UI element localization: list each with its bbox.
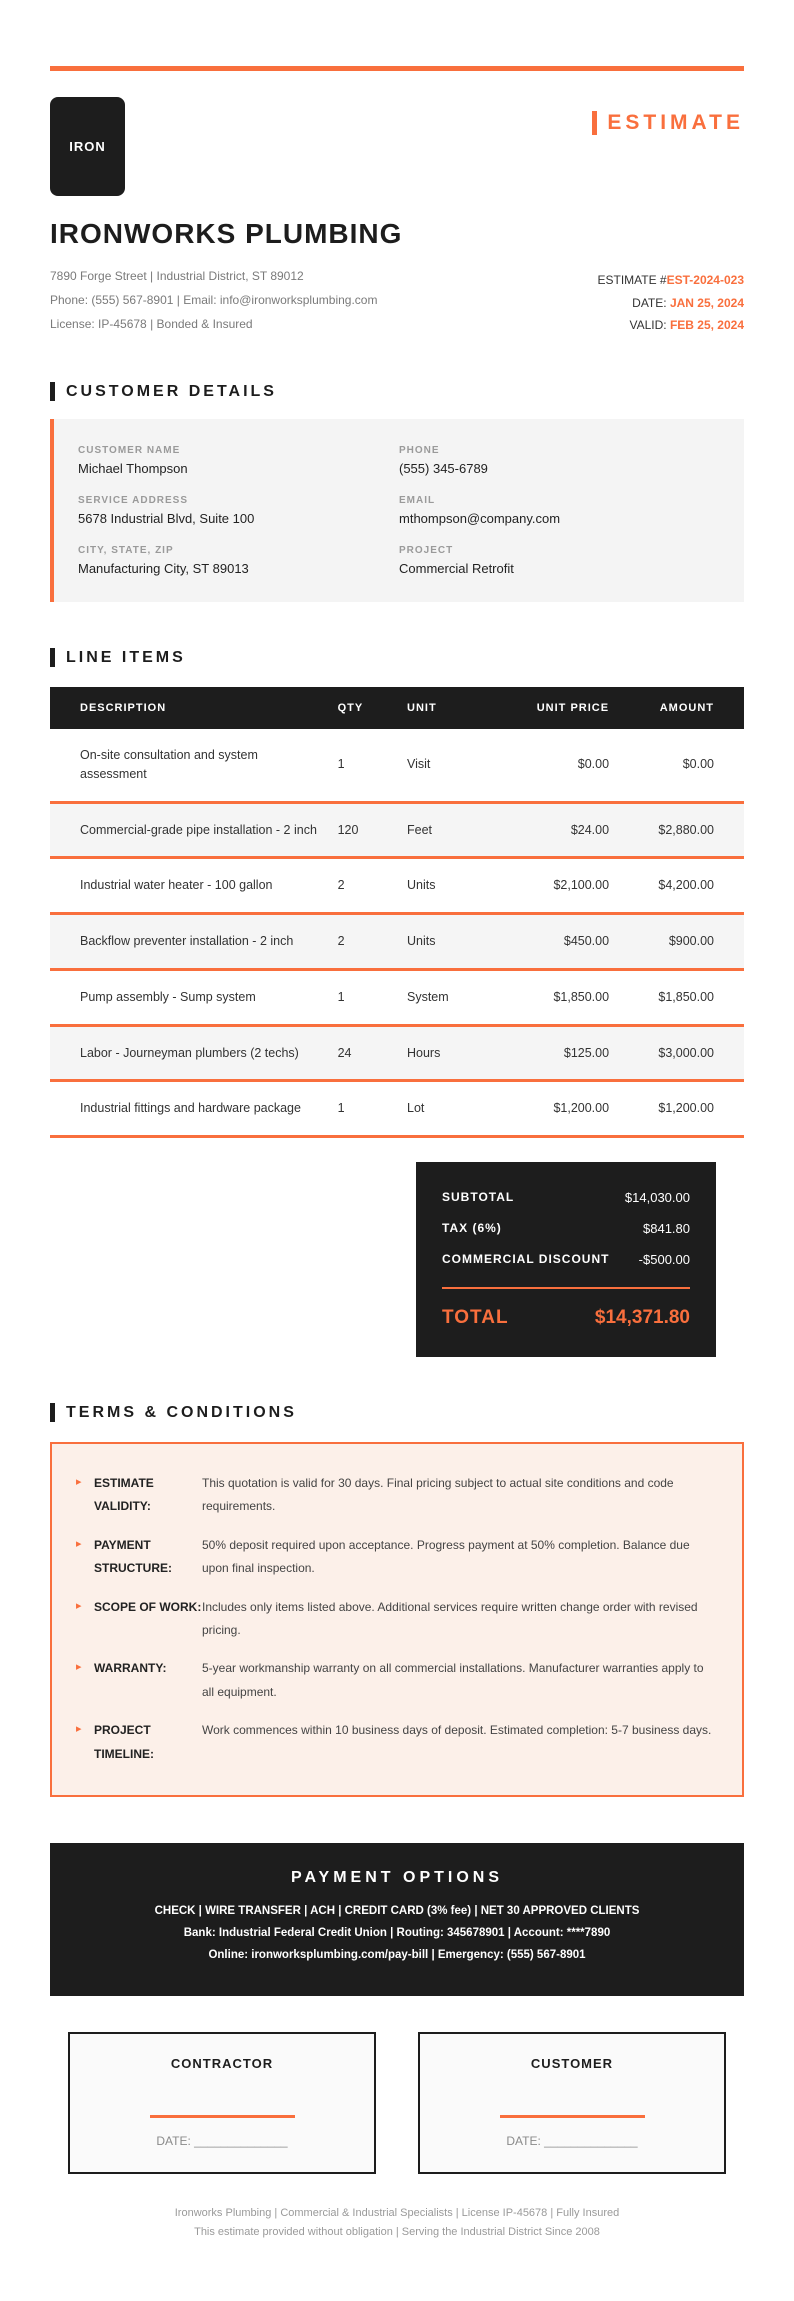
- field-value: Michael Thompson: [78, 461, 188, 476]
- estimate-valid-value: FEB 25, 2024: [669, 317, 744, 332]
- section-title-bar: [50, 1403, 55, 1422]
- cell-amount: $900.00: [619, 914, 744, 970]
- contractor-signature-label: CONTRACTOR: [170, 2056, 274, 2072]
- triangle-bullet-icon: ▸: [76, 1476, 82, 1488]
- table-row: [50, 969, 744, 1025]
- term-text: Work commences within 10 business days of deposit. Estimated completion: 5-7 business days.: [202, 1723, 712, 1738]
- estimate-date-value: JAN 25, 2024: [669, 295, 744, 310]
- document-footer: [50, 2204, 744, 2240]
- customer-signature-label: CUSTOMER: [530, 2056, 614, 2072]
- discount-label: COMMERCIAL DISCOUNT: [442, 1252, 610, 1266]
- term-label: PROJECT TIMELINE:: [94, 1723, 154, 1761]
- discount-row: [442, 1252, 690, 1267]
- cell-amount: $0.00: [619, 729, 744, 802]
- table-row: [50, 1081, 744, 1137]
- subtotal-label: SUBTOTAL: [442, 1190, 515, 1204]
- field-label: CITY, STATE, ZIP: [78, 545, 174, 556]
- triangle-bullet-icon: ▸: [76, 1661, 82, 1674]
- company-name: IRONWORKS PLUMBING: [50, 218, 403, 249]
- term-item-scope-of-work: [76, 1596, 718, 1643]
- cell-unit-price: $2,100.00: [494, 858, 619, 914]
- cell-unit-price: $450.00: [494, 914, 619, 970]
- tax-value: $841.80: [643, 1221, 690, 1236]
- estimate-number-row: [597, 269, 744, 291]
- estimate-meta: [597, 269, 744, 336]
- estimate-valid-row: [597, 314, 744, 336]
- company-license: License: IP-45678 | Bonded & Insured: [50, 317, 253, 331]
- field-value: 5678 Industrial Blvd, Suite 100: [78, 511, 255, 526]
- customer-date-line: DATE: ______________: [506, 2134, 638, 2149]
- footer-line-1: Ironworks Plumbing | Commercial & Industrial Specialists | License IP-45678 | Fully Insured: [174, 2207, 620, 2220]
- term-text: This quotation is valid for 30 days. Final pricing subject to actual site conditions and code requirements.: [202, 1476, 674, 1514]
- field-label: SERVICE ADDRESS: [78, 495, 189, 506]
- payment-online-line: Online: ironworksplumbing.com/pay-bill | Emergency: (555) 567-8901: [208, 1948, 586, 1961]
- footer-line-2: This estimate provided without obligation | Serving the Industrial District Since 2008: [194, 2225, 600, 2238]
- cell-unit: System: [397, 969, 494, 1025]
- cell-description: Pump assembly - Sump system: [50, 969, 328, 1025]
- field-label: CUSTOMER NAME: [78, 445, 181, 456]
- line-items-title-text: LINE ITEMS: [66, 648, 186, 666]
- cell-description: Backflow preventer installation - 2 inch: [50, 914, 328, 970]
- term-text: 50% deposit required upon acceptance. Progress payment at 50% completion. Balance due upon final inspection.: [202, 1537, 690, 1576]
- company-logo: [50, 97, 125, 196]
- cell-unit: Units: [397, 914, 494, 970]
- signature-section: [50, 2032, 744, 2174]
- term-text: 5-year workmanship warranty on all commercial installations. Manufacturer warranties apply to all equipment.: [202, 1661, 704, 1699]
- field-value: Commercial Retrofit: [399, 561, 514, 576]
- term-label: PAYMENT STRUCTURE:: [94, 1537, 172, 1576]
- section-title-bar: [50, 382, 55, 401]
- customer-signature-line: [500, 2115, 645, 2118]
- grand-total-row: [442, 1307, 690, 1329]
- company-logo-text: IRON: [69, 139, 106, 154]
- customer-signature-box: [418, 2032, 726, 2174]
- cell-unit-price: $1,200.00: [494, 1081, 619, 1137]
- cell-amount: $1,200.00: [619, 1081, 744, 1137]
- cell-unit: Hours: [397, 1025, 494, 1081]
- cell-qty: 1: [328, 1081, 397, 1137]
- term-item-payment-structure: [76, 1534, 718, 1581]
- term-label: SCOPE OF WORK:: [94, 1599, 202, 1614]
- cell-unit-price: $125.00: [494, 1025, 619, 1081]
- triangle-bullet-icon: ▸: [76, 1599, 82, 1612]
- company-contact: Phone: (555) 567-8901 | Email: info@ironworksplumbing.com: [50, 293, 378, 307]
- table-row: [50, 858, 744, 914]
- customer-city-state-zip-field: [78, 545, 399, 576]
- top-accent-bar: [50, 66, 744, 71]
- cell-qty: 120: [328, 802, 397, 858]
- term-item-project-timeline: [76, 1719, 718, 1766]
- column-header-unit-price: UNIT PRICE: [494, 687, 619, 729]
- term-label: ESTIMATE VALIDITY:: [94, 1476, 154, 1514]
- field-value: (555) 345-6789: [399, 461, 488, 476]
- line-items-section-title: [50, 648, 744, 667]
- field-label: PHONE: [399, 445, 440, 456]
- table-header-row: [50, 687, 744, 729]
- terms-title-text: TERMS & CONDITIONS: [66, 1403, 297, 1421]
- cell-amount: $4,200.00: [619, 858, 744, 914]
- cell-description: Commercial-grade pipe installation - 2 inch: [50, 802, 328, 858]
- table-row: [50, 1025, 744, 1081]
- field-value: Manufacturing City, ST 89013: [78, 561, 249, 576]
- cell-description: Industrial fittings and hardware package: [50, 1081, 328, 1137]
- cell-amount: $2,880.00: [619, 802, 744, 858]
- tax-row: [442, 1221, 690, 1236]
- cell-qty: 1: [328, 729, 397, 802]
- term-item-warranty: [76, 1657, 718, 1704]
- cell-unit-price: $24.00: [494, 802, 619, 858]
- customer-name-field: [78, 445, 399, 476]
- document-type-label: ESTIMATE: [607, 111, 744, 134]
- cell-unit: Units: [397, 858, 494, 914]
- grand-total-label: TOTAL: [442, 1307, 509, 1328]
- terms-panel: [50, 1442, 744, 1797]
- cell-unit-price: $1,850.00: [494, 969, 619, 1025]
- triangle-bullet-icon: ▸: [76, 1723, 82, 1736]
- tax-label: TAX (6%): [442, 1221, 502, 1235]
- company-info: [50, 264, 377, 336]
- contractor-signature-line: [150, 2115, 295, 2118]
- customer-project-field: [399, 545, 720, 576]
- cell-amount: $1,850.00: [619, 969, 744, 1025]
- customer-details-title-text: CUSTOMER DETAILS: [66, 382, 277, 400]
- document-type: [592, 111, 744, 135]
- estimate-number-value: EST-2024-023: [666, 273, 744, 288]
- line-items-table: [50, 687, 744, 1138]
- totals-panel: [416, 1162, 716, 1357]
- cell-unit: Feet: [397, 802, 494, 858]
- document-type-accent-bar: [592, 111, 597, 135]
- payment-bank-line: Bank: Industrial Federal Credit Union | Routing: 345678901 | Account: ****7890: [183, 1926, 611, 1939]
- cell-description: On-site consultation and system assessment: [50, 729, 328, 802]
- discount-value: -$500.00: [638, 1252, 690, 1267]
- cell-qty: 2: [328, 914, 397, 970]
- triangle-bullet-icon: ▸: [76, 1537, 82, 1550]
- estimate-date-label: DATE:: [632, 295, 670, 310]
- term-item-estimate-validity: [76, 1472, 718, 1519]
- cell-amount: $3,000.00: [619, 1025, 744, 1081]
- company-info-row: [50, 264, 744, 336]
- header: [50, 97, 744, 196]
- column-header-amount: AMOUNT: [619, 687, 744, 729]
- customer-service-address-field: [78, 495, 399, 526]
- cell-qty: 24: [328, 1025, 397, 1081]
- payment-options-panel: [50, 1843, 744, 1997]
- table-row: [50, 914, 744, 970]
- payment-methods-line: CHECK | WIRE TRANSFER | ACH | CREDIT CARD (3% fee) | NET 30 APPROVED CLIENTS: [154, 1904, 640, 1917]
- column-header-unit: UNIT: [397, 687, 494, 729]
- grand-total-value: $14,371.80: [594, 1307, 690, 1328]
- column-header-description: DESCRIPTION: [50, 687, 328, 729]
- customer-email-field: [399, 495, 720, 526]
- cell-unit: Visit: [397, 729, 494, 802]
- subtotal-value: $14,030.00: [624, 1190, 690, 1205]
- customer-details-panel: [50, 419, 744, 602]
- column-header-qty: QTY: [328, 687, 397, 729]
- table-row: [50, 729, 744, 802]
- cell-description: Industrial water heater - 100 gallon: [50, 858, 328, 914]
- cell-unit-price: $0.00: [494, 729, 619, 802]
- customer-details-section-title: [50, 382, 744, 401]
- contractor-date-line: DATE: ______________: [156, 2134, 288, 2149]
- payment-options-title: PAYMENT OPTIONS: [290, 1868, 504, 1886]
- subtotal-row: [442, 1190, 690, 1205]
- estimate-number-label: ESTIMATE #: [597, 273, 667, 288]
- cell-qty: 1: [328, 969, 397, 1025]
- field-value: mthompson@company.com: [399, 511, 561, 526]
- field-label: EMAIL: [399, 495, 436, 506]
- term-label: WARRANTY:: [94, 1661, 167, 1676]
- contractor-signature-box: [68, 2032, 376, 2174]
- company-address: 7890 Forge Street | Industrial District, ST 89012: [50, 269, 304, 283]
- estimate-date-row: [597, 292, 744, 314]
- cell-description: Labor - Journeyman plumbers (2 techs): [50, 1025, 328, 1081]
- term-text: Includes only items listed above. Additional services require written change order with revised pricing.: [202, 1599, 698, 1637]
- table-row: [50, 802, 744, 858]
- field-label: PROJECT: [399, 545, 454, 556]
- customer-phone-field: [399, 445, 720, 476]
- section-title-bar: [50, 648, 55, 667]
- cell-qty: 2: [328, 858, 397, 914]
- totals-divider: [442, 1287, 690, 1289]
- cell-unit: Lot: [397, 1081, 494, 1137]
- terms-section-title: [50, 1403, 744, 1422]
- estimate-valid-label: VALID:: [629, 317, 670, 332]
- totals-section: [50, 1162, 744, 1357]
